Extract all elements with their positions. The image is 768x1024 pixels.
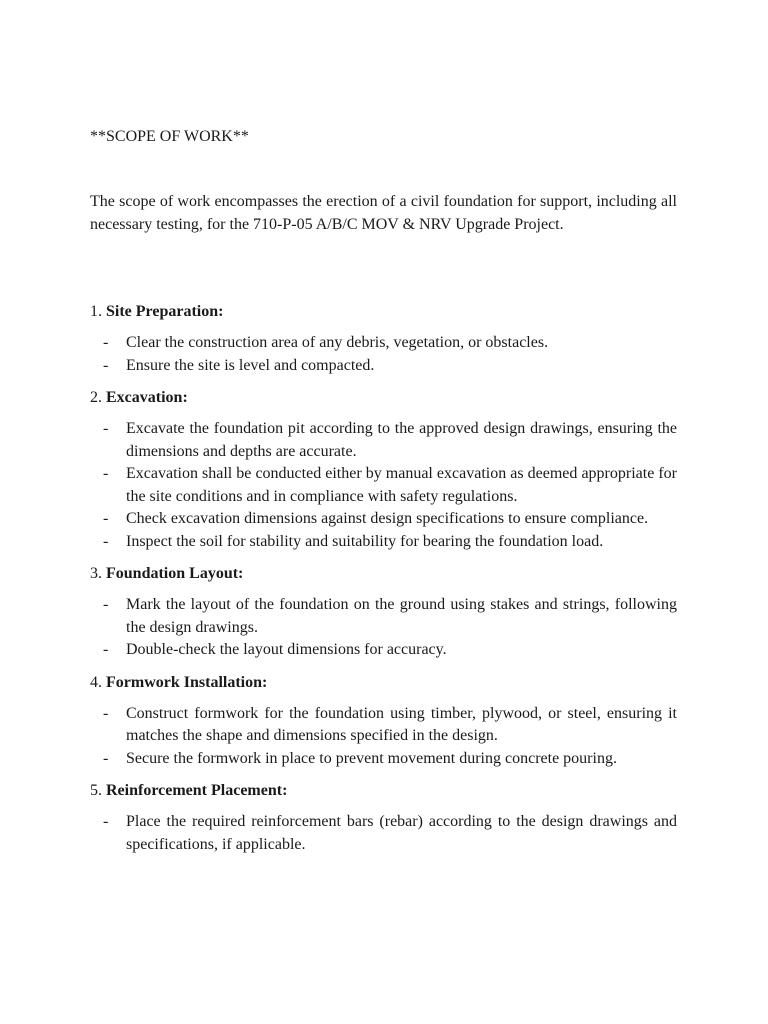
document-heading: **SCOPE OF WORK**	[90, 128, 249, 145]
list-item-text: Secure the formwork in place to prevent movement during concrete pouring.	[126, 749, 617, 767]
list-item-text: Double-check the layout dimensions for accuracy.	[126, 641, 447, 658]
section-number: 3.	[90, 565, 102, 582]
list-item	[90, 811, 677, 856]
section-title	[90, 780, 677, 802]
list-item	[90, 594, 677, 639]
section-items	[90, 594, 677, 662]
bullet-dash: -	[103, 641, 109, 658]
section-title	[90, 563, 677, 585]
list-item	[90, 463, 677, 508]
section-items	[90, 703, 677, 771]
list-item	[90, 418, 677, 463]
section-title	[90, 301, 677, 323]
list-item	[90, 508, 677, 531]
bullet-dash: -	[103, 334, 109, 351]
list-item	[90, 748, 677, 771]
section-items	[90, 418, 677, 553]
bullet-dash: -	[103, 420, 109, 437]
intro-paragraph: The scope of work encompasses the erection of a civil foundation for support, including all necessary testing, for the 710-P-05 A/B/C MOV & NRV Upgrade Project.	[90, 193, 677, 233]
list-item-text: Construct formwork for the foundation using timber, plywood, or steel, ensuring it matches the shape and dimensions specified in the design.	[126, 704, 677, 744]
section-title-text: Formwork Installation:	[106, 673, 268, 691]
list-item-text: Clear the construction area of any debris, vegetation, or obstacles.	[126, 334, 549, 351]
section-title-text: Reinforcement Placement:	[106, 782, 288, 799]
list-item-text: Place the required reinforcement bars (rebar) according to the design drawings and specifications, if applicable.	[126, 813, 677, 853]
list-item-text: Excavate the foundation pit according to the approved design drawings, ensuring the dimensions and depths are accurate.	[126, 420, 677, 460]
bullet-dash: -	[103, 356, 109, 374]
section-items	[90, 332, 677, 377]
bullet-dash: -	[103, 510, 109, 527]
bullet-dash: -	[103, 596, 109, 613]
list-item	[90, 703, 677, 748]
section-title-text: Site Preparation:	[106, 303, 224, 320]
list-item-text: Excavation shall be conducted either by manual excavation as deemed appropriate for the site conditions and in compliance with safety regulations.	[126, 465, 677, 505]
section-items	[90, 811, 677, 856]
section-number: 2.	[90, 389, 102, 406]
section-title-text: Foundation Layout:	[106, 565, 244, 582]
list-item	[90, 531, 677, 554]
sections-list	[90, 301, 677, 866]
bullet-dash: -	[103, 749, 109, 767]
document-page	[90, 0, 677, 1024]
list-item-text: Check excavation dimensions against design specifications to ensure compliance.	[126, 510, 649, 527]
section-title-text: Excavation:	[106, 389, 188, 406]
bullet-dash: -	[103, 813, 109, 830]
bullet-dash: -	[103, 532, 109, 550]
section-number: 5.	[90, 782, 102, 799]
list-item-text: Inspect the soil for stability and suitability for bearing the foundation load.	[126, 532, 604, 550]
bullet-dash: -	[103, 465, 109, 482]
section-title	[90, 672, 677, 694]
list-item	[90, 355, 677, 378]
section-title	[90, 387, 677, 409]
bullet-dash: -	[103, 704, 109, 722]
section-number: 1.	[90, 303, 102, 320]
section-number: 4.	[90, 673, 102, 691]
list-item-text: Ensure the site is level and compacted.	[126, 356, 375, 374]
list-item	[90, 639, 677, 662]
list-item	[90, 332, 677, 355]
list-item-text: Mark the layout of the foundation on the ground using stakes and strings, following the design drawings.	[126, 596, 677, 636]
